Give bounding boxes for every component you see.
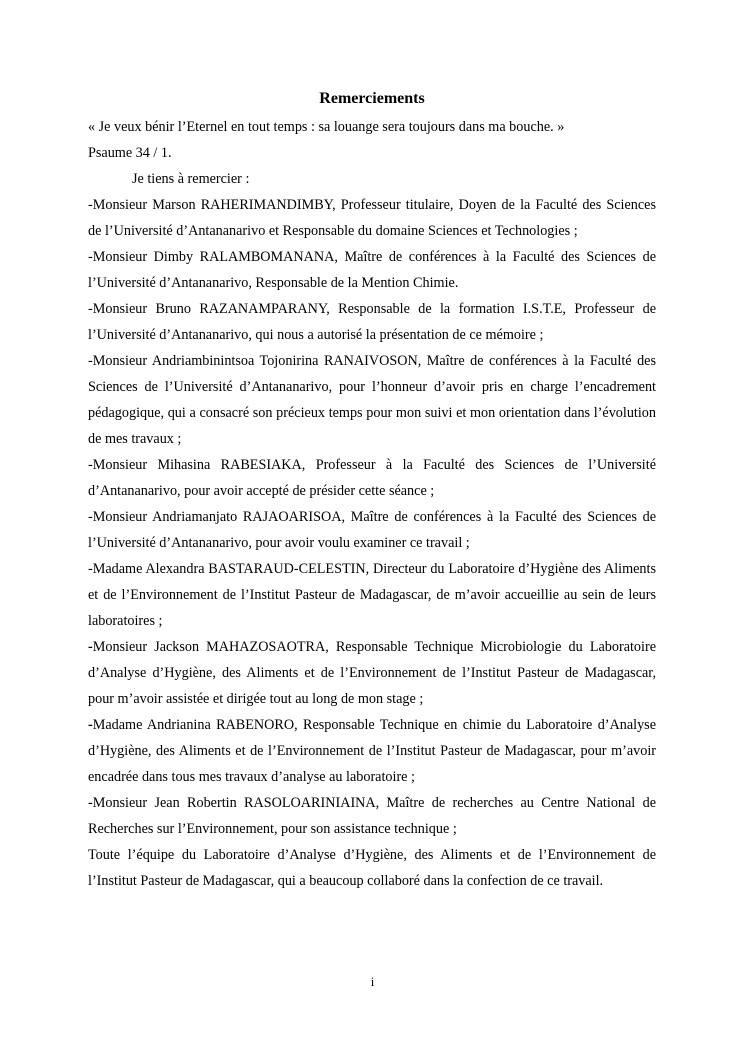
intro-line: Je tiens à remercier : [132, 171, 250, 187]
acknowledgement-paragraph [88, 634, 656, 712]
epigraph: « Je veux bénir l’Eternel en tout temps : sa louange sera toujours dans ma bouche. » [88, 119, 565, 135]
paragraph-text: Monsieur Andriamanjato RAJAOARISOA, Maître de conférences à la Faculté des Sciences de l’Université d’Antananarivo, pour avoir voulu examiner ce travail ; [88, 509, 656, 551]
paragraph-dash: - [88, 353, 93, 369]
paragraph-text: Monsieur Bruno RAZANAMPARANY, Responsable de la formation I.S.T.E, Professeur de l’Université d’Antananarivo, qui nous a autorisé la présentation de ce mémoire ; [88, 301, 656, 343]
acknowledgement-paragraph [88, 244, 656, 296]
acknowledgement-paragraph [88, 712, 656, 790]
paragraph-text: Madame Alexandra BASTARAUD-CELESTIN, Directeur du Laboratoire d’Hygiène des Aliments et de l’Environnement de l’Institut Pasteur de Madagascar, de m’avoir accueillie au sein de leurs laboratoires ; [88, 561, 656, 629]
acknowledgement-paragraph [88, 790, 656, 842]
paragraph-dash: - [88, 197, 93, 213]
acknowledgement-paragraph [88, 296, 656, 348]
paragraph-dash: - [88, 561, 93, 577]
acknowledgement-paragraph [88, 556, 656, 634]
paragraph-dash: - [88, 301, 93, 317]
paragraph-text: Monsieur Dimby RALAMBOMANANA, Maître de conférences à la Faculté des Sciences de l’Université d’Antananarivo, Responsable de la Mention Chimie. [88, 249, 656, 291]
paragraph-text: Monsieur Jackson MAHAZOSAOTRA, Responsable Technique Microbiologie du Laboratoire d’Analyse d’Hygiène, des Aliments et de l’Environnement de l’Institut Pasteur de Madagascar, pour m’avoir assistée et dirigée tout au long de mon stage ; [88, 639, 656, 707]
paragraph-dash: - [88, 717, 93, 733]
paragraph-text: Madame Andrianina RABENORO, Responsable Technique en chimie du Laboratoire d’Analyse d’Hygiène, des Aliments et de l’Environnement de l’Institut Pasteur de Madagascar, pour m’avoir encadrée dans tous mes travaux d’analyse au laboratoire ; [88, 717, 656, 785]
document-page [88, 88, 656, 894]
acknowledgement-paragraph [88, 348, 656, 452]
paragraph-dash: - [88, 249, 93, 265]
paragraph-dash: - [88, 509, 93, 525]
paragraph-dash: - [88, 457, 93, 473]
page-title: Remerciements [319, 90, 425, 107]
paragraph-text: Monsieur Jean Robertin RASOLOARINIAINA, Maître de recherches au Centre National de Recherches sur l’Environnement, pour son assistance technique ; [88, 795, 656, 837]
paragraph-text: Monsieur Mihasina RABESIAKA, Professeur à la Faculté des Sciences de l’Université d’Antananarivo, pour avoir accepté de présider cette séance ; [88, 457, 656, 499]
acknowledgement-paragraph [88, 192, 656, 244]
acknowledgement-paragraph [88, 504, 656, 556]
page-number: i [370, 974, 375, 989]
paragraph-text: Toute l’équipe du Laboratoire d’Analyse d’Hygiène, des Aliments et de l’Environnement de l’Institut Pasteur de Madagascar, qui a beaucoup collaboré dans la confection de ce travail. [88, 847, 656, 889]
paragraph-text: Monsieur Marson RAHERIMANDIMBY, Professeur titulaire, Doyen de la Faculté des Sciences de l’Université d’Antananarivo et Responsable du domaine Sciences et Technologies ; [88, 197, 656, 239]
acknowledgement-paragraph [88, 452, 656, 504]
acknowledgement-paragraph [88, 842, 656, 894]
paragraph-dash: - [88, 795, 93, 811]
psalm-reference: Psaume 34 / 1. [88, 145, 172, 161]
paragraph-dash: - [88, 639, 93, 655]
paragraph-text: Monsieur Andriambinintsoa Tojonirina RANAIVOSON, Maître de conférences à la Faculté des Sciences de l’Université d’Antananarivo, pour l’honneur d’avoir pris en charge l’encadrement pédagogique, qui a consacré son précieux temps pour mon suivi et mon orientation dans l’évolution de mes travaux ; [88, 353, 656, 447]
